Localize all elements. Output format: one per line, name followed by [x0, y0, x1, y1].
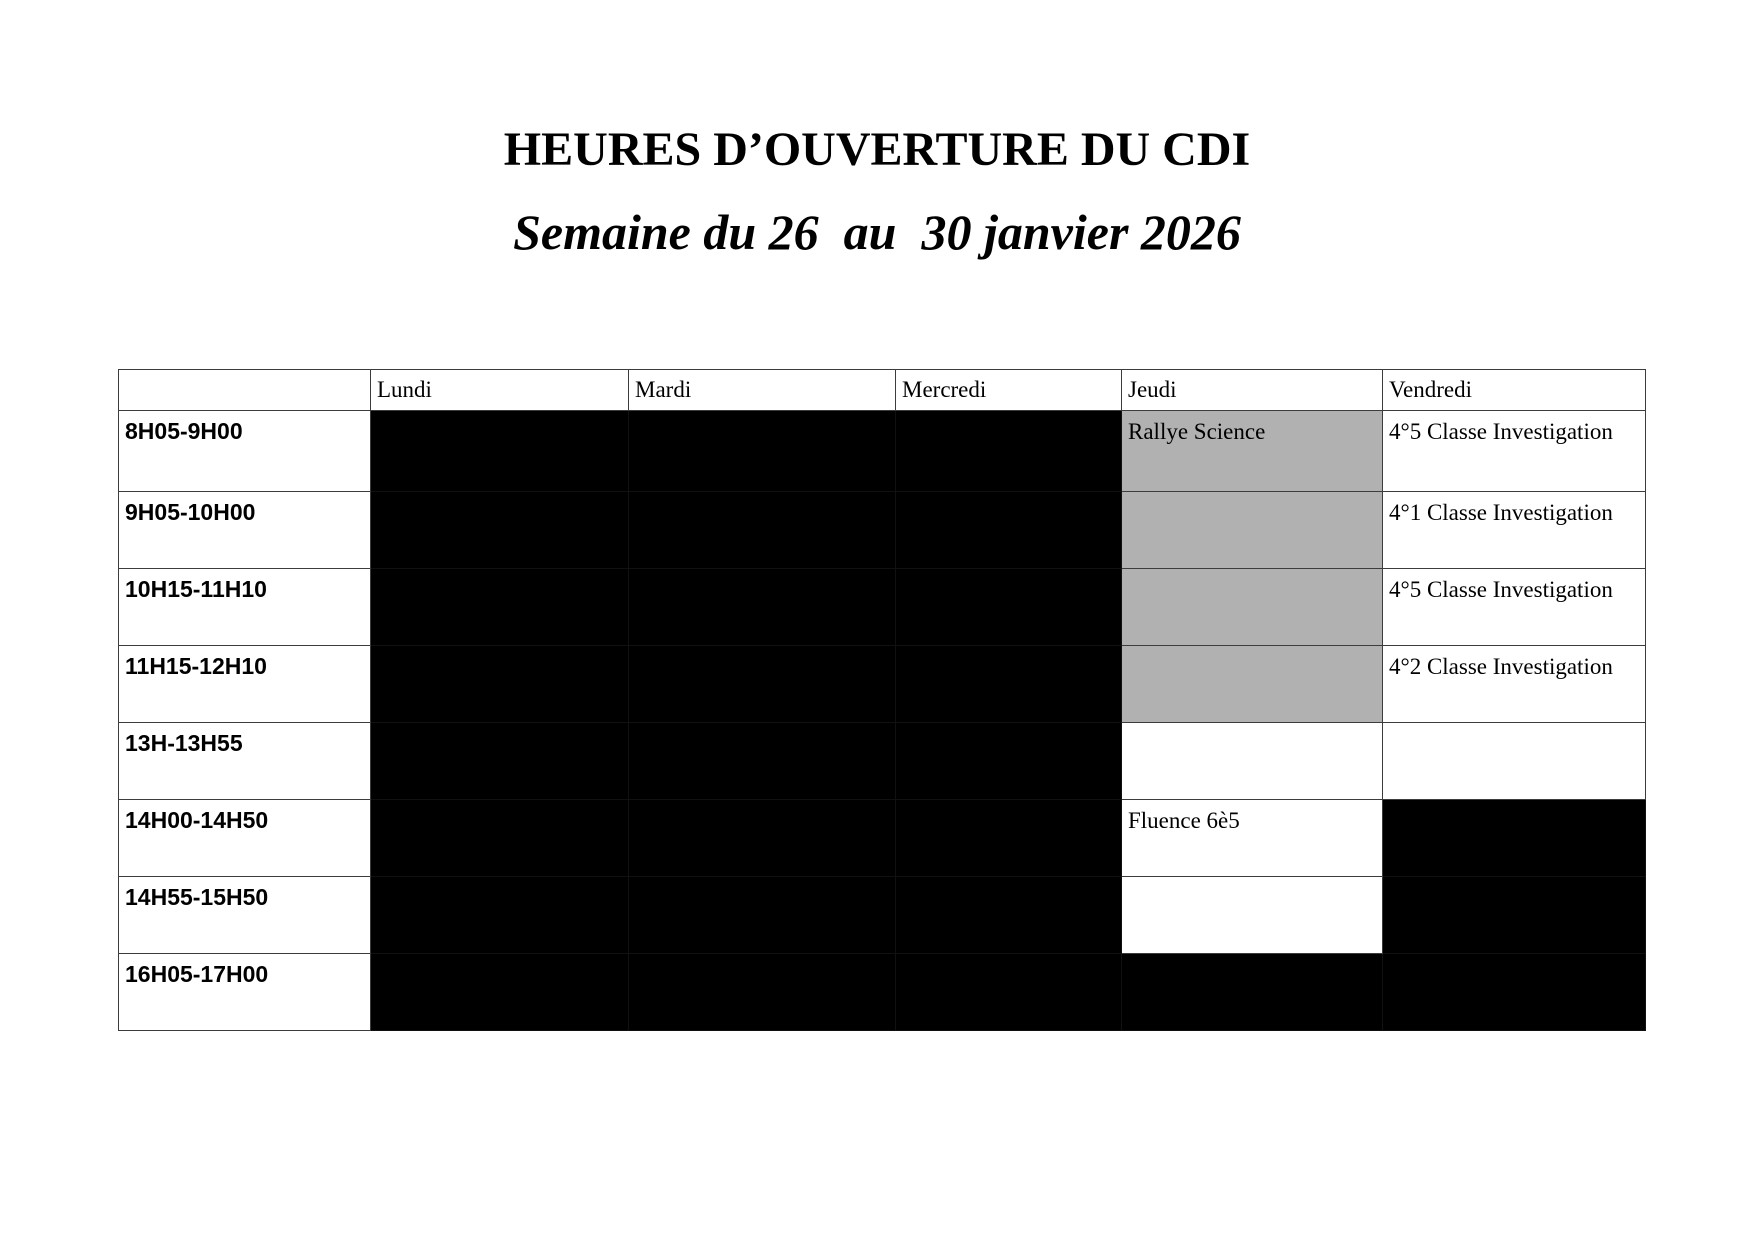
slot-cell-mercredi — [896, 954, 1122, 1031]
day-header-jeudi: Jeudi — [1122, 370, 1383, 411]
slot-cell-lundi — [371, 492, 629, 569]
slot-cell-mardi — [629, 723, 896, 800]
slot-cell-vendredi: 4°1 Classe Investigation — [1383, 492, 1646, 569]
slot-cell-mardi — [629, 492, 896, 569]
slot-cell-vendredi — [1383, 954, 1646, 1031]
table-row — [119, 800, 1646, 877]
slot-cell-jeudi: Fluence 6è5 — [1122, 800, 1383, 877]
time-slot-label: 8H05-9H00 — [119, 411, 371, 492]
opening-hours-table — [118, 369, 1646, 1031]
time-slot-label: 9H05-10H00 — [119, 492, 371, 569]
day-header-lundi: Lundi — [371, 370, 629, 411]
time-slot-label: 10H15-11H10 — [119, 569, 371, 646]
slot-cell-mardi — [629, 569, 896, 646]
slot-cell-mardi — [629, 411, 896, 492]
page-title: HEURES D’OUVERTURE DU CDI — [503, 123, 1251, 176]
slot-cell-jeudi — [1122, 569, 1383, 646]
table-row — [119, 492, 1646, 569]
time-slot-label: 11H15-12H10 — [119, 646, 371, 723]
slot-cell-jeudi — [1122, 723, 1383, 800]
slot-cell-lundi — [371, 800, 629, 877]
slot-cell-mercredi — [896, 723, 1122, 800]
table-row — [119, 954, 1646, 1031]
slot-cell-jeudi: Rallye Science — [1122, 411, 1383, 492]
header-row — [119, 370, 1646, 411]
slot-cell-mercredi — [896, 411, 1122, 492]
slot-cell-vendredi: 4°2 Classe Investigation — [1383, 646, 1646, 723]
time-slot-label: 16H05-17H00 — [119, 954, 371, 1031]
slot-cell-mercredi — [896, 492, 1122, 569]
slot-cell-vendredi: 4°5 Classe Investigation — [1383, 569, 1646, 646]
slot-cell-mercredi — [896, 877, 1122, 954]
corner-cell — [119, 370, 371, 411]
slot-cell-vendredi: 4°5 Classe Investigation — [1383, 411, 1646, 492]
slot-cell-mercredi — [896, 800, 1122, 877]
slot-cell-lundi — [371, 646, 629, 723]
time-slot-label: 13H-13H55 — [119, 723, 371, 800]
slot-cell-lundi — [371, 723, 629, 800]
slot-cell-mardi — [629, 954, 896, 1031]
day-header-mercredi: Mercredi — [896, 370, 1122, 411]
slot-cell-jeudi — [1122, 954, 1383, 1031]
table-row — [119, 646, 1646, 723]
slot-cell-mardi — [629, 646, 896, 723]
slot-cell-mercredi — [896, 646, 1122, 723]
slot-cell-lundi — [371, 877, 629, 954]
slot-cell-lundi — [371, 954, 629, 1031]
table-row — [119, 723, 1646, 800]
slot-cell-vendredi — [1383, 723, 1646, 800]
slot-cell-vendredi — [1383, 800, 1646, 877]
day-header-vendredi: Vendredi — [1383, 370, 1646, 411]
table-row — [119, 877, 1646, 954]
slot-cell-jeudi — [1122, 492, 1383, 569]
slot-cell-jeudi — [1122, 646, 1383, 723]
slot-cell-lundi — [371, 411, 629, 492]
slot-cell-mardi — [629, 877, 896, 954]
slot-cell-mercredi — [896, 569, 1122, 646]
time-slot-label: 14H00-14H50 — [119, 800, 371, 877]
table-row — [119, 411, 1646, 492]
week-subtitle: Semaine du 26 au 30 janvier 2026 — [513, 204, 1241, 260]
slot-cell-jeudi — [1122, 877, 1383, 954]
slot-cell-mardi — [629, 800, 896, 877]
day-header-mardi: Mardi — [629, 370, 896, 411]
slot-cell-vendredi — [1383, 877, 1646, 954]
time-slot-label: 14H55-15H50 — [119, 877, 371, 954]
slot-cell-lundi — [371, 569, 629, 646]
table-row — [119, 569, 1646, 646]
